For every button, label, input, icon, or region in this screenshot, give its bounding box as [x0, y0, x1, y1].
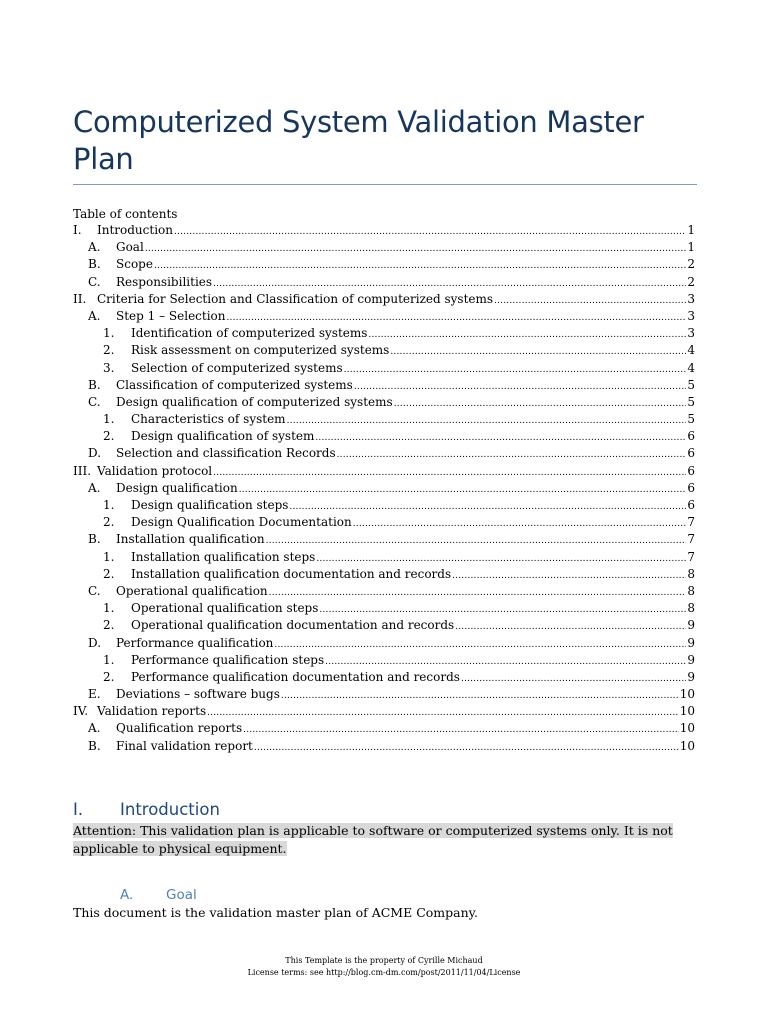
toc-entry-label: Classification of computerized systems	[116, 377, 353, 392]
toc-entry[interactable]	[73, 549, 695, 566]
toc-entry-page: 8	[687, 601, 695, 616]
toc-entry-page: 3	[687, 291, 695, 306]
toc-dot-leader	[213, 465, 686, 480]
toc-entry-page: 5	[687, 377, 695, 392]
toc-dot-leader	[289, 499, 686, 514]
toc-entry[interactable]	[73, 342, 695, 359]
section-number: I.	[73, 800, 84, 819]
toc-dot-leader	[269, 585, 687, 600]
toc-entry-page: 9	[687, 618, 695, 633]
toc-dot-leader	[213, 276, 686, 291]
toc-entry-number: 1.	[103, 326, 115, 341]
toc-entry-page: 9	[687, 635, 695, 650]
toc-entry-page: 2	[687, 257, 695, 272]
toc-entry[interactable]	[73, 600, 695, 617]
toc-dot-leader	[455, 619, 686, 634]
toc-entry[interactable]	[73, 531, 695, 548]
toc-entry-page: 9	[687, 669, 695, 684]
toc-entry-label: Design qualification of system	[131, 429, 315, 444]
toc-entry[interactable]	[73, 703, 695, 720]
toc-entry-label: Criteria for Selection and Classification of computerized systems	[97, 291, 494, 306]
toc-entry[interactable]	[73, 428, 695, 445]
goal-paragraph: This document is the validation master plan of ACME Company.	[73, 905, 479, 920]
toc-entry-label: Risk assessment on computerized systems	[131, 343, 390, 358]
toc-entry-label: Selection and classification Records	[116, 446, 336, 461]
toc-entry-label: Performance qualification steps	[131, 652, 325, 667]
toc-entry-number: 2.	[103, 429, 115, 444]
toc-entry-page: 1	[687, 240, 695, 255]
toc-entry-number: 2.	[103, 566, 115, 581]
toc-entry-page: 10	[679, 738, 695, 753]
toc-entry-number: C.	[88, 583, 101, 598]
toc-dot-leader	[353, 516, 687, 531]
toc-entry-page: 1	[687, 223, 695, 237]
toc-entry[interactable]	[73, 411, 695, 428]
toc-entry-label: Introduction	[97, 223, 173, 237]
table-of-contents	[73, 222, 695, 755]
toc-entry[interactable]	[73, 291, 695, 308]
toc-entry-label: Final validation report	[116, 738, 253, 753]
toc-entry-label: Performance qualification documentation and records	[131, 669, 460, 684]
toc-dot-leader	[287, 413, 687, 428]
toc-entry-page: 7	[687, 532, 695, 547]
toc-entry-number: A.	[88, 480, 101, 495]
toc-entry-page: 10	[679, 704, 695, 719]
subsection-title: Goal	[166, 887, 197, 903]
toc-entry-page: 5	[687, 394, 695, 409]
toc-entry-number: III.	[73, 463, 92, 478]
toc-entry-number: IV.	[73, 704, 89, 719]
toc-entry-number: E.	[88, 687, 101, 702]
toc-dot-leader	[227, 310, 687, 325]
toc-entry[interactable]	[73, 617, 695, 634]
toc-entry-number: D.	[88, 446, 102, 461]
toc-entry[interactable]	[73, 308, 695, 325]
toc-entry[interactable]	[73, 514, 695, 531]
toc-entry-number: C.	[88, 274, 101, 289]
toc-dot-leader	[243, 722, 679, 737]
toc-entry-label: Installation qualification steps	[131, 549, 316, 564]
toc-entry-page: 6	[687, 480, 695, 495]
document-title: Computerized System Validation Master Plan	[73, 105, 644, 176]
toc-entry-label: Responsibilities	[116, 274, 213, 289]
toc-entry-number: 1.	[103, 412, 115, 427]
toc-entry-number: B.	[88, 738, 101, 753]
toc-entry-page: 4	[687, 360, 695, 375]
toc-entry[interactable]	[73, 239, 695, 256]
toc-dot-leader	[452, 568, 686, 583]
toc-entry-label: Goal	[116, 240, 144, 255]
toc-entry[interactable]	[73, 256, 695, 273]
toc-entry-number: 2.	[103, 618, 115, 633]
toc-entry-page: 6	[687, 463, 695, 478]
toc-entry-label: Identification of computerized systems	[131, 326, 368, 341]
page-footer	[0, 955, 768, 979]
toc-dot-leader	[337, 447, 687, 462]
toc-dot-leader	[145, 241, 687, 256]
toc-dot-leader	[174, 224, 686, 239]
toc-entry-label: Installation qualification documentation and records	[131, 566, 452, 581]
toc-entry[interactable]	[73, 480, 695, 497]
toc-dot-leader	[207, 705, 679, 720]
toc-entry-number: D.	[88, 635, 102, 650]
toc-dot-leader	[154, 258, 686, 273]
toc-entry[interactable]	[73, 669, 695, 686]
toc-entry-number: 2.	[103, 343, 115, 358]
toc-entry-label: Installation qualification	[116, 532, 265, 547]
footer-license: License terms: see http://blog.cm-dm.com/post/2011/11/04/License	[247, 968, 521, 977]
toc-dot-leader	[368, 327, 686, 342]
toc-entry-page: 6	[687, 429, 695, 444]
toc-entry-label: Deviations – software bugs	[116, 687, 280, 702]
footer-ownership: This Template is the property of Cyrille Michaud	[285, 956, 483, 965]
toc-entry-page: 8	[687, 583, 695, 598]
toc-entry[interactable]	[73, 360, 695, 377]
toc-entry-label: Scope	[116, 257, 153, 272]
toc-dot-leader	[274, 637, 686, 652]
toc-entry-number: A.	[88, 308, 101, 323]
toc-entry-page: 7	[687, 515, 695, 530]
toc-entry-number: II.	[73, 291, 87, 306]
toc-entry-page: 7	[687, 549, 695, 564]
toc-entry-number: B.	[88, 377, 101, 392]
toc-dot-leader	[325, 654, 686, 669]
section-title: Introduction	[120, 800, 220, 819]
toc-dot-leader	[281, 688, 679, 703]
toc-entry-number: 1.	[103, 498, 115, 512]
toc-entry-number: C.	[88, 394, 101, 409]
toc-entry[interactable]	[73, 497, 695, 514]
toc-entry[interactable]	[73, 652, 695, 669]
toc-entry[interactable]	[73, 463, 695, 480]
title-underline	[73, 184, 697, 185]
toc-entry-label: Operational qualification	[116, 583, 268, 598]
toc-dot-leader	[494, 293, 686, 308]
section-heading-introduction	[73, 799, 220, 821]
toc-entry-label: Characteristics of system	[131, 412, 286, 427]
subsection-heading-goal	[120, 886, 197, 904]
toc-entry-label: Selection of computerized systems	[131, 360, 343, 375]
toc-heading: Table of contents	[73, 207, 178, 221]
toc-entry-number: A.	[88, 240, 101, 255]
toc-entry[interactable]	[73, 686, 695, 703]
toc-dot-leader	[316, 551, 686, 566]
toc-entry-number: 3.	[103, 360, 115, 375]
toc-dot-leader	[344, 362, 687, 377]
toc-entry-page: 10	[679, 687, 695, 702]
toc-entry-label: Operational qualification documentation and records	[131, 618, 455, 633]
toc-entry-number: B.	[88, 257, 101, 272]
toc-entry-page: 4	[687, 343, 695, 358]
toc-entry[interactable]	[73, 445, 695, 462]
toc-entry-page: 6	[687, 498, 695, 512]
toc-entry-label: Design qualification	[116, 480, 238, 495]
toc-entry-number: I.	[73, 223, 82, 237]
toc-entry[interactable]	[73, 635, 695, 652]
toc-dot-leader	[461, 671, 686, 686]
toc-entry-page: 9	[687, 652, 695, 667]
toc-entry-label: Performance qualification	[116, 635, 274, 650]
toc-entry[interactable]	[73, 720, 695, 737]
toc-entry-number: 2.	[103, 515, 115, 530]
toc-entry-number: 2.	[103, 669, 115, 684]
toc-entry-label: Step 1 – Selection	[116, 308, 226, 323]
toc-entry-page: 3	[687, 308, 695, 323]
toc-entry-page: 3	[687, 326, 695, 341]
toc-entry-number: A.	[88, 721, 101, 736]
toc-entry[interactable]	[73, 738, 695, 755]
toc-dot-leader	[394, 396, 687, 411]
toc-dot-leader	[266, 533, 687, 548]
attention-note	[73, 822, 683, 858]
toc-entry-page: 10	[679, 721, 695, 736]
toc-entry[interactable]	[73, 566, 695, 583]
toc-entry-label: Design Qualification Documentation	[131, 515, 352, 530]
toc-entry-page: 5	[687, 412, 695, 427]
toc-entry-number: 1.	[103, 652, 115, 667]
toc-entry-number: 1.	[103, 549, 115, 564]
toc-entry-label: Design qualification steps	[131, 498, 289, 512]
toc-entry-label: Validation reports	[97, 704, 207, 719]
toc-dot-leader	[390, 344, 686, 359]
toc-entry-label: Qualification reports	[116, 721, 243, 736]
toc-entry-page: 6	[687, 446, 695, 461]
toc-dot-leader	[319, 602, 686, 617]
toc-dot-leader	[239, 482, 687, 497]
toc-dot-leader	[254, 740, 679, 755]
attention-text: Attention: This validation plan is applicable to software or computerized systems only. It is not applicable to physical equipment.	[73, 823, 673, 856]
subsection-number: A.	[120, 887, 134, 903]
toc-entry[interactable]	[73, 325, 695, 342]
toc-entry[interactable]	[73, 377, 695, 394]
toc-entry[interactable]	[73, 222, 695, 239]
toc-entry[interactable]	[73, 394, 695, 411]
toc-entry[interactable]	[73, 274, 695, 291]
toc-entry-page: 8	[687, 566, 695, 581]
toc-entry[interactable]	[73, 583, 695, 600]
toc-entry-number: 1.	[103, 601, 115, 616]
toc-entry-page: 2	[687, 274, 695, 289]
toc-dot-leader	[315, 430, 686, 445]
toc-entry-label: Design qualification of computerized systems	[116, 394, 393, 409]
toc-entry-label: Validation protocol	[97, 463, 213, 478]
toc-entry-label: Operational qualification steps	[131, 601, 319, 616]
toc-dot-leader	[354, 379, 687, 394]
toc-entry-number: B.	[88, 532, 101, 547]
